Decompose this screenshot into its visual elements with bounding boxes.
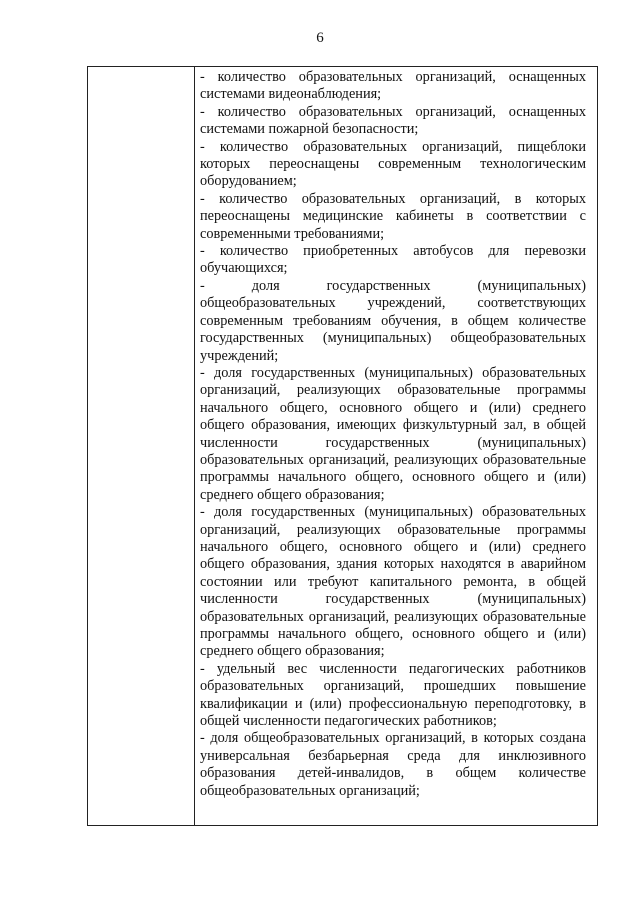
list-item: - количество приобретенных автобусов для перевозки обучающихся;: [200, 243, 586, 277]
list-item: - доля государственных (муниципальных) общеобразовательных учреждений, соответствующих современным требованиям обучения, в общем количестве государственных (муниципальных) общеобразовательных учреждений;: [200, 277, 586, 364]
document-table: [87, 66, 598, 826]
list-item: - количество образовательных организаций, оснащенных системами пожарной безопасности;: [200, 103, 586, 138]
list-item: - количество образовательных организаций, оснащенных системами видеонаблюдения;: [200, 69, 586, 103]
list-item: - доля государственных (муниципальных) образовательных организаций, реализующих образовательные программы начального общего, основного общего и (или) среднего общего образования, здания которых находятся в аварийном состоянии или требуют капитального ремонта, в общей численности государственных (муниципальных) образовательных организаций, реализующих образовательные программы начального общего, основного общего и (или) среднего общего образования;: [200, 504, 586, 660]
table-right-column: [200, 69, 586, 800]
list-item: - количество образовательных организаций, в которых переоснащены медицинские кабинеты в соответствии с современными требованиями;: [200, 190, 586, 242]
list-item: - количество образовательных организаций, пищеблоки которых переоснащены современным технологическим оборудованием;: [200, 138, 586, 190]
list-item: - доля общеобразовательных организаций, в которых создана универсальная безбарьерная среда для инклюзивного образования детей-инвалидов, в общем количестве общеобразовательных организаций;: [200, 730, 586, 799]
list-item: - удельный вес численности педагогических работников образовательных организаций, прошедших повышение квалификации и (или) профессиональную переподготовку, в общей численности педагогических работников;: [200, 660, 586, 730]
list-item: - доля государственных (муниципальных) образовательных организаций, реализующих образовательные программы начального общего, основного общего и (или) среднего общего образования, имеющих физкультурный зал, в общей численности государственных (муниципальных) образовательных организаций, реализующих образовательные программы начального общего, основного общего и (или) среднего общего образования;: [200, 364, 586, 503]
page-number: 6: [316, 30, 324, 46]
table-left-column: [88, 67, 195, 825]
